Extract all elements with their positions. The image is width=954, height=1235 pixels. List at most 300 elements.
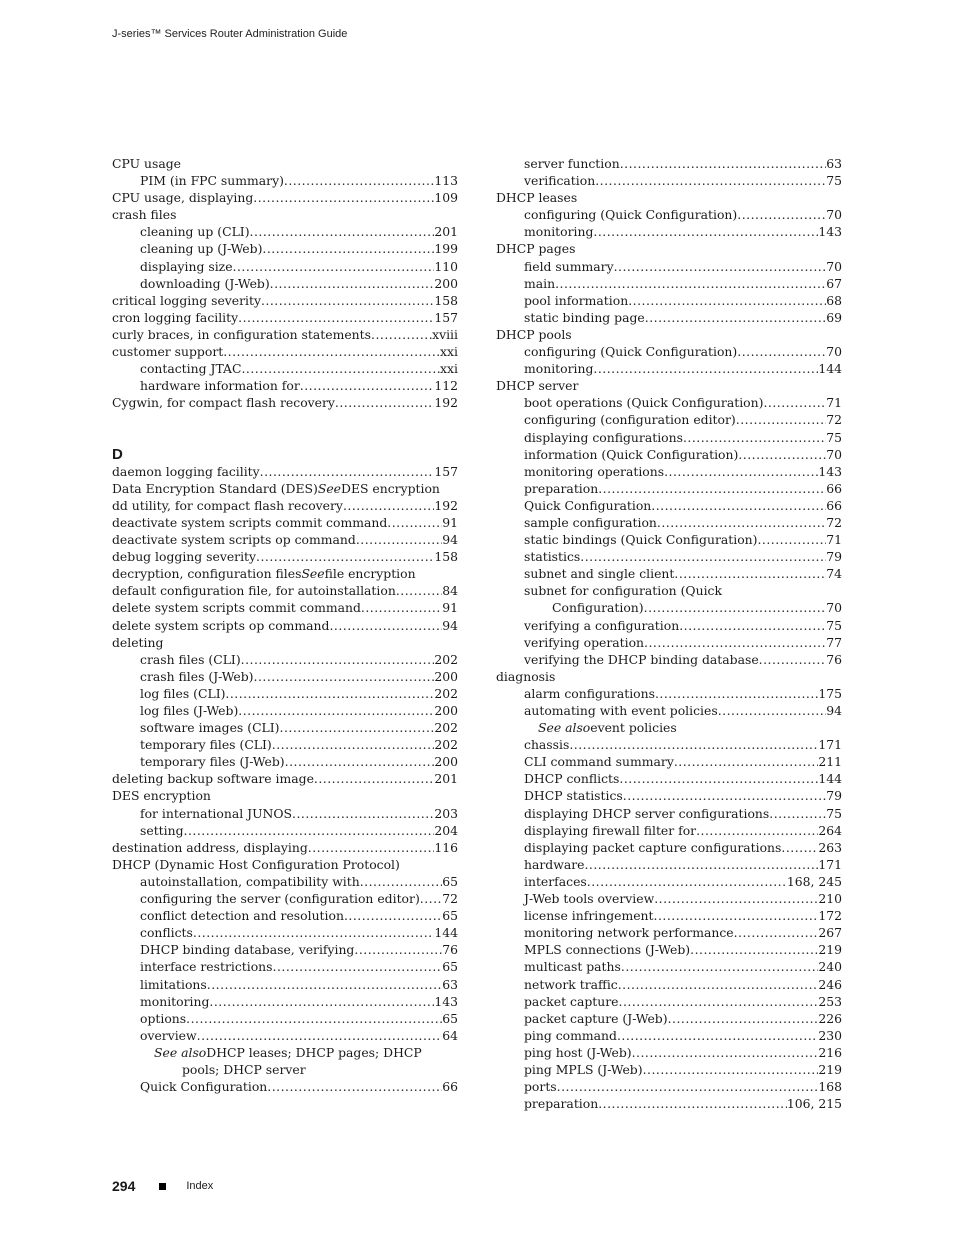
index-entry xyxy=(112,668,458,685)
index-entry xyxy=(496,599,842,616)
index-page-number: 263 xyxy=(818,839,842,855)
index-page-number: 69 xyxy=(826,309,842,325)
index-entry-text: destination address, displaying xyxy=(112,839,308,855)
index-page-number: 143 xyxy=(434,993,458,1009)
index-page-number: 84 xyxy=(442,583,458,599)
see-reference-target: DHCP leases; DHCP pages; DHCP xyxy=(206,1044,422,1060)
index-page-number: 71 xyxy=(826,532,842,548)
index-entry xyxy=(112,822,458,839)
index-entry-text: displaying firewall filter for xyxy=(524,822,697,838)
index-page-number: 230 xyxy=(818,1027,842,1043)
dot-leader xyxy=(674,753,819,770)
dot-leader xyxy=(250,223,435,240)
index-page-number: 70 xyxy=(826,207,842,223)
dot-leader xyxy=(354,941,442,958)
dot-leader xyxy=(738,446,826,463)
index-entry xyxy=(112,582,458,599)
dot-leader xyxy=(664,463,818,480)
index-entry xyxy=(112,360,458,377)
index-page-number: 202 xyxy=(434,651,458,667)
dot-leader xyxy=(209,993,434,1010)
index-page-number: 109 xyxy=(434,190,458,206)
dot-leader xyxy=(621,958,818,975)
index-page-number: 264 xyxy=(818,822,842,838)
index-page-number: 70 xyxy=(826,258,842,274)
index-page-number: 200 xyxy=(434,668,458,684)
index-entry-text: options xyxy=(140,1010,187,1026)
index-entry xyxy=(112,463,458,480)
index-entry xyxy=(112,497,458,514)
index-entry xyxy=(496,634,842,651)
dot-leader xyxy=(593,223,818,240)
index-entry-text: DHCP statistics xyxy=(524,788,623,804)
index-entry xyxy=(496,890,842,907)
index-entry-text: overview xyxy=(140,1027,197,1043)
index-entry xyxy=(496,1044,842,1061)
index-entry xyxy=(496,548,842,565)
dot-leader xyxy=(184,822,435,839)
dot-leader xyxy=(284,172,434,189)
index-page-number: 144 xyxy=(434,925,458,941)
dot-leader xyxy=(593,360,818,377)
dot-leader xyxy=(736,411,826,428)
index-entry xyxy=(112,617,458,634)
index-page-number: 75 xyxy=(826,429,842,445)
index-entry xyxy=(112,206,458,223)
dot-leader xyxy=(261,292,434,309)
index-page-number: 74 xyxy=(826,566,842,582)
dot-leader xyxy=(657,514,826,531)
index-page-number: 199 xyxy=(434,241,458,257)
index-entry xyxy=(112,531,458,548)
index-entry-text: crash files (J-Web) xyxy=(140,668,254,684)
index-entry xyxy=(496,702,842,719)
index-entry xyxy=(112,890,458,907)
index-entry xyxy=(112,258,458,275)
index-entry xyxy=(496,787,842,804)
index-entry-text: software images (CLI) xyxy=(140,720,280,736)
index-page-number: 63 xyxy=(442,976,458,992)
dot-leader xyxy=(781,839,818,856)
index-entry xyxy=(496,668,842,685)
index-page-number: 202 xyxy=(434,737,458,753)
index-page-number: 106, 215 xyxy=(786,1096,842,1112)
index-page-number: 158 xyxy=(434,549,458,565)
index-entry xyxy=(496,856,842,873)
index-page-number: 171 xyxy=(818,856,842,872)
dot-leader xyxy=(308,839,435,856)
index-entry xyxy=(112,787,458,804)
index-page-number: 79 xyxy=(826,788,842,804)
section-gap xyxy=(112,411,458,445)
index-page-number: 94 xyxy=(442,617,458,633)
index-entry-text: server function xyxy=(524,156,620,171)
section-name: Index xyxy=(186,1180,214,1192)
index-entry xyxy=(496,805,842,822)
dot-leader xyxy=(644,634,826,651)
index-entry-text: displaying DHCP server configurations xyxy=(524,805,770,821)
index-page-number: 68 xyxy=(826,292,842,308)
index-entry xyxy=(496,685,842,702)
index-entry-text: critical logging severity xyxy=(112,292,261,308)
index-entry xyxy=(112,993,458,1010)
dot-leader xyxy=(614,258,827,275)
index-entry-text: Quick Configuration xyxy=(524,497,652,513)
index-page-number: 253 xyxy=(818,993,842,1009)
index-entry xyxy=(496,736,842,753)
dot-leader xyxy=(595,172,826,189)
index-entry xyxy=(496,1061,842,1078)
dot-leader xyxy=(223,343,440,360)
dot-leader xyxy=(360,873,442,890)
index-page-number: 79 xyxy=(826,549,842,565)
index-page-number: 211 xyxy=(818,754,842,770)
index-entry-text: J-Web tools overview xyxy=(524,891,655,907)
index-entry-text: displaying packet capture configurations xyxy=(524,839,782,855)
index-entry xyxy=(496,941,842,958)
index-page-number: 91 xyxy=(442,600,458,616)
index-entry-text: conflict detection and resolution xyxy=(140,908,344,924)
index-entry xyxy=(112,1078,458,1095)
dot-leader xyxy=(300,377,435,394)
index-page-number: 66 xyxy=(442,1079,458,1095)
index-entry-text: DHCP conflicts xyxy=(524,771,620,787)
dot-leader xyxy=(628,292,826,309)
index-entry-text: for international JUNOS xyxy=(140,805,293,821)
index-page-number: 65 xyxy=(442,1010,458,1026)
index-entry xyxy=(112,1061,458,1078)
index-entry xyxy=(112,548,458,565)
index-entry xyxy=(112,941,458,958)
dot-leader xyxy=(737,206,826,223)
index-entry-text: daemon logging facility xyxy=(112,463,260,479)
index-entry xyxy=(496,189,842,206)
dot-leader xyxy=(361,599,442,616)
dot-leader xyxy=(619,993,819,1010)
see-reference-label: See xyxy=(301,566,325,582)
index-page-number: 201 xyxy=(434,771,458,787)
index-page-number: 200 xyxy=(434,703,458,718)
index-page-number: 75 xyxy=(826,617,842,633)
index-entry-text: license infringement xyxy=(524,908,654,924)
index-entry xyxy=(112,856,458,873)
dot-leader xyxy=(314,770,434,787)
dot-leader xyxy=(193,924,434,941)
see-reference-target: event policies xyxy=(590,720,677,736)
index-entry-text: ping host (J-Web) xyxy=(524,1044,632,1060)
index-entry-text: network traffic xyxy=(524,976,618,992)
index-entry-text: statistics xyxy=(524,549,581,565)
index-entry xyxy=(112,275,458,292)
index-page-number: 192 xyxy=(434,497,458,513)
index-entry xyxy=(112,240,458,257)
index-entry-text: DHCP leases xyxy=(496,190,578,206)
index-page-number: 200 xyxy=(434,754,458,770)
dot-leader xyxy=(241,651,435,668)
dot-leader xyxy=(759,651,827,668)
index-entry xyxy=(496,463,842,480)
see-reference-label: See also xyxy=(538,720,591,736)
index-entry xyxy=(112,189,458,206)
dot-leader xyxy=(186,1010,442,1027)
index-column-right xyxy=(496,155,842,1112)
index-entry-text: verifying the DHCP binding database xyxy=(524,651,759,667)
index-entry xyxy=(496,343,842,360)
index-entry xyxy=(496,873,842,890)
index-page-number: 75 xyxy=(826,173,842,189)
dot-leader xyxy=(584,856,818,873)
index-entry xyxy=(112,685,458,702)
index-page-number: 201 xyxy=(434,224,458,240)
index-page-number: 77 xyxy=(826,634,842,650)
index-entry xyxy=(112,839,458,856)
index-entry xyxy=(112,1010,458,1027)
index-entry xyxy=(112,1027,458,1044)
index-entry-text: cron logging facility xyxy=(112,309,239,325)
index-entry-text: pools; DHCP server xyxy=(182,1061,306,1077)
index-page-number: xviii xyxy=(432,326,458,342)
index-entry-text: cleaning up (J-Web) xyxy=(140,241,263,257)
index-entry-text: deactivate system scripts commit command xyxy=(112,514,388,530)
index-page-number: 158 xyxy=(434,292,458,308)
dot-leader xyxy=(356,531,442,548)
dot-leader xyxy=(718,702,827,719)
index-entry xyxy=(112,377,458,394)
dot-leader xyxy=(241,360,440,377)
index-entry-text: DHCP pools xyxy=(496,326,572,342)
dot-leader xyxy=(371,326,432,343)
dot-leader xyxy=(620,155,827,172)
dot-leader xyxy=(292,805,434,822)
index-page-number: 143 xyxy=(818,463,842,479)
index-entry-text: conflicts xyxy=(140,925,193,941)
index-entry xyxy=(496,531,842,548)
index-entry xyxy=(496,514,842,531)
square-bullet-icon xyxy=(159,1183,166,1190)
index-entry xyxy=(496,993,842,1010)
index-page-number: 168 xyxy=(818,1079,842,1095)
index-entry-text: preparation xyxy=(524,480,599,496)
index-entry-text: delete system scripts op command xyxy=(112,617,330,633)
index-page-number: 168, 245 xyxy=(786,873,842,889)
index-entry-text: log files (J-Web) xyxy=(140,703,239,718)
index-page-number: 72 xyxy=(442,891,458,907)
index-entry xyxy=(496,976,842,993)
index-entry xyxy=(496,258,842,275)
index-entry xyxy=(112,172,458,189)
index-entry xyxy=(496,240,842,257)
index-entry xyxy=(112,805,458,822)
index-entry-text: deleting xyxy=(112,634,164,650)
dot-leader xyxy=(632,1044,819,1061)
dot-leader xyxy=(598,1095,787,1112)
index-entry-text: monitoring xyxy=(524,361,594,377)
index-page-number: 65 xyxy=(442,873,458,889)
index-entry-text: preparation xyxy=(524,1096,599,1112)
index-entry xyxy=(112,565,458,582)
index-entry-text: crash files xyxy=(112,207,177,223)
index-entry-text: temporary files (J-Web) xyxy=(140,754,285,770)
see-reference-label: See xyxy=(317,480,342,496)
index-page-number: 203 xyxy=(434,805,458,821)
index-entry-text: packet capture xyxy=(524,993,619,1009)
dot-leader xyxy=(644,599,827,616)
index-page-number: xxi xyxy=(440,361,458,377)
index-page-number: 226 xyxy=(818,1010,842,1026)
index-entry-text: default configuration file, for autoinstallation xyxy=(112,583,396,599)
page-footer xyxy=(112,1178,213,1194)
index-entry-text: automating with event policies xyxy=(524,703,718,718)
dot-leader xyxy=(655,685,818,702)
index-page-number: 70 xyxy=(826,344,842,360)
index-entry-text: Quick Configuration xyxy=(140,1079,268,1095)
index-entry xyxy=(112,514,458,531)
running-header: J-series™ Services Router Administration Guide xyxy=(112,28,348,40)
index-page-number: 171 xyxy=(818,737,842,753)
index-entry-text: configuring (Quick Configuration) xyxy=(524,344,738,360)
dot-leader xyxy=(197,1027,443,1044)
index-entry-text: multicast paths xyxy=(524,959,621,975)
index-entry xyxy=(496,770,842,787)
index-page-number: 67 xyxy=(826,275,842,291)
index-entry xyxy=(496,1078,842,1095)
index-page-number: 175 xyxy=(818,685,842,701)
index-entry-text: sample configuration xyxy=(524,514,657,530)
dot-leader xyxy=(757,531,826,548)
index-entry-text: static bindings (Quick Configuration) xyxy=(524,532,758,548)
dot-leader xyxy=(690,941,818,958)
dot-leader xyxy=(329,617,442,634)
index-entry-text: interface restrictions xyxy=(140,959,273,975)
dot-leader xyxy=(256,548,434,565)
index-page-number: 72 xyxy=(826,412,842,428)
dot-leader xyxy=(555,275,826,292)
index-entry xyxy=(112,1044,458,1061)
index-entry xyxy=(112,326,458,343)
index-entry-text: CPU usage xyxy=(112,156,181,171)
dot-leader xyxy=(273,958,443,975)
index-entry-text: configuring (configuration editor) xyxy=(524,412,736,428)
index-entry xyxy=(112,873,458,890)
index-entry-text: PIM (in FPC summary) xyxy=(140,173,284,189)
index-entry-text: hardware xyxy=(524,856,585,872)
dot-leader xyxy=(260,463,435,480)
index-entry xyxy=(112,651,458,668)
index-entry-text: interfaces xyxy=(524,873,587,889)
dot-leader xyxy=(619,770,818,787)
index-entry xyxy=(496,429,842,446)
index-entry-text: autoinstallation, compatibility with xyxy=(140,873,360,889)
dot-leader xyxy=(587,873,787,890)
index-page-number: 65 xyxy=(442,959,458,975)
dot-leader xyxy=(598,480,826,497)
index-entry xyxy=(112,155,458,172)
index-entry-text: log files (CLI) xyxy=(140,685,226,701)
index-entry-text: subnet and single client xyxy=(524,566,675,582)
index-page-number: 202 xyxy=(434,685,458,701)
index-page-number: 75 xyxy=(826,805,842,821)
index-entry-text: chassis xyxy=(524,737,570,753)
index-entry xyxy=(496,958,842,975)
index-entry-text: alarm configurations xyxy=(524,685,655,701)
index-page-number: 116 xyxy=(434,839,458,855)
index-entry-text: CPU usage, displaying xyxy=(112,190,254,206)
index-entry xyxy=(496,292,842,309)
index-entry-text: subnet for configuration (Quick xyxy=(524,583,722,599)
index-page-number: 240 xyxy=(818,959,842,975)
dot-leader xyxy=(618,976,819,993)
index-entry xyxy=(112,753,458,770)
index-entry xyxy=(112,770,458,787)
dot-leader xyxy=(643,1061,819,1078)
index-entry-text: setting xyxy=(140,822,184,838)
index-page-number: 65 xyxy=(442,908,458,924)
index-entry xyxy=(496,360,842,377)
index-page-number: 267 xyxy=(818,925,842,941)
index-entry xyxy=(112,480,458,497)
index-entry xyxy=(112,292,458,309)
dot-leader xyxy=(267,1078,442,1095)
dot-leader xyxy=(238,702,434,719)
dot-leader xyxy=(335,394,434,411)
index-page-number: 94 xyxy=(442,532,458,548)
index-page-number: 219 xyxy=(818,1061,842,1077)
index-page-number: 76 xyxy=(826,651,842,667)
index-entry xyxy=(112,599,458,616)
index-entry xyxy=(112,976,458,993)
dot-leader xyxy=(569,736,818,753)
dot-leader xyxy=(683,429,826,446)
index-entry xyxy=(112,736,458,753)
index-column-left xyxy=(112,155,458,1095)
index-page-number: 72 xyxy=(826,514,842,530)
index-entry xyxy=(496,719,842,736)
index-page-number: 70 xyxy=(826,600,842,616)
index-page-number: 91 xyxy=(442,514,458,530)
index-page-number: 200 xyxy=(434,275,458,291)
index-entry-text: monitoring operations xyxy=(524,463,665,479)
index-entry xyxy=(112,223,458,240)
dot-leader xyxy=(225,685,434,702)
dot-leader xyxy=(557,1078,819,1095)
index-entry-text: pool information xyxy=(524,292,629,308)
dot-leader xyxy=(623,787,826,804)
index-entry-text: main xyxy=(524,275,556,291)
index-entry-text: field summary xyxy=(524,258,614,274)
dot-leader xyxy=(769,805,826,822)
index-entry-text: configuring the server (configuration editor) xyxy=(140,891,420,907)
dot-leader xyxy=(668,1010,819,1027)
dot-leader xyxy=(654,890,818,907)
index-page-number: 202 xyxy=(434,720,458,736)
dot-leader xyxy=(674,565,826,582)
dot-leader xyxy=(270,275,435,292)
dot-leader xyxy=(253,189,434,206)
index-entry-text: verifying a configuration xyxy=(524,617,680,633)
index-entry xyxy=(112,309,458,326)
dot-leader xyxy=(580,548,826,565)
dot-leader xyxy=(262,240,434,257)
index-entry-text: debug logging severity xyxy=(112,549,257,565)
dot-leader xyxy=(645,309,826,326)
index-page-number: 216 xyxy=(818,1044,842,1060)
index-entry-text: delete system scripts commit command xyxy=(112,600,361,616)
index-page-number: 143 xyxy=(818,224,842,240)
index-entry-text: cleaning up (CLI) xyxy=(140,224,250,240)
index-page-number: 110 xyxy=(434,258,458,274)
index-entry-text: DHCP pages xyxy=(496,241,576,257)
dot-leader xyxy=(396,582,442,599)
